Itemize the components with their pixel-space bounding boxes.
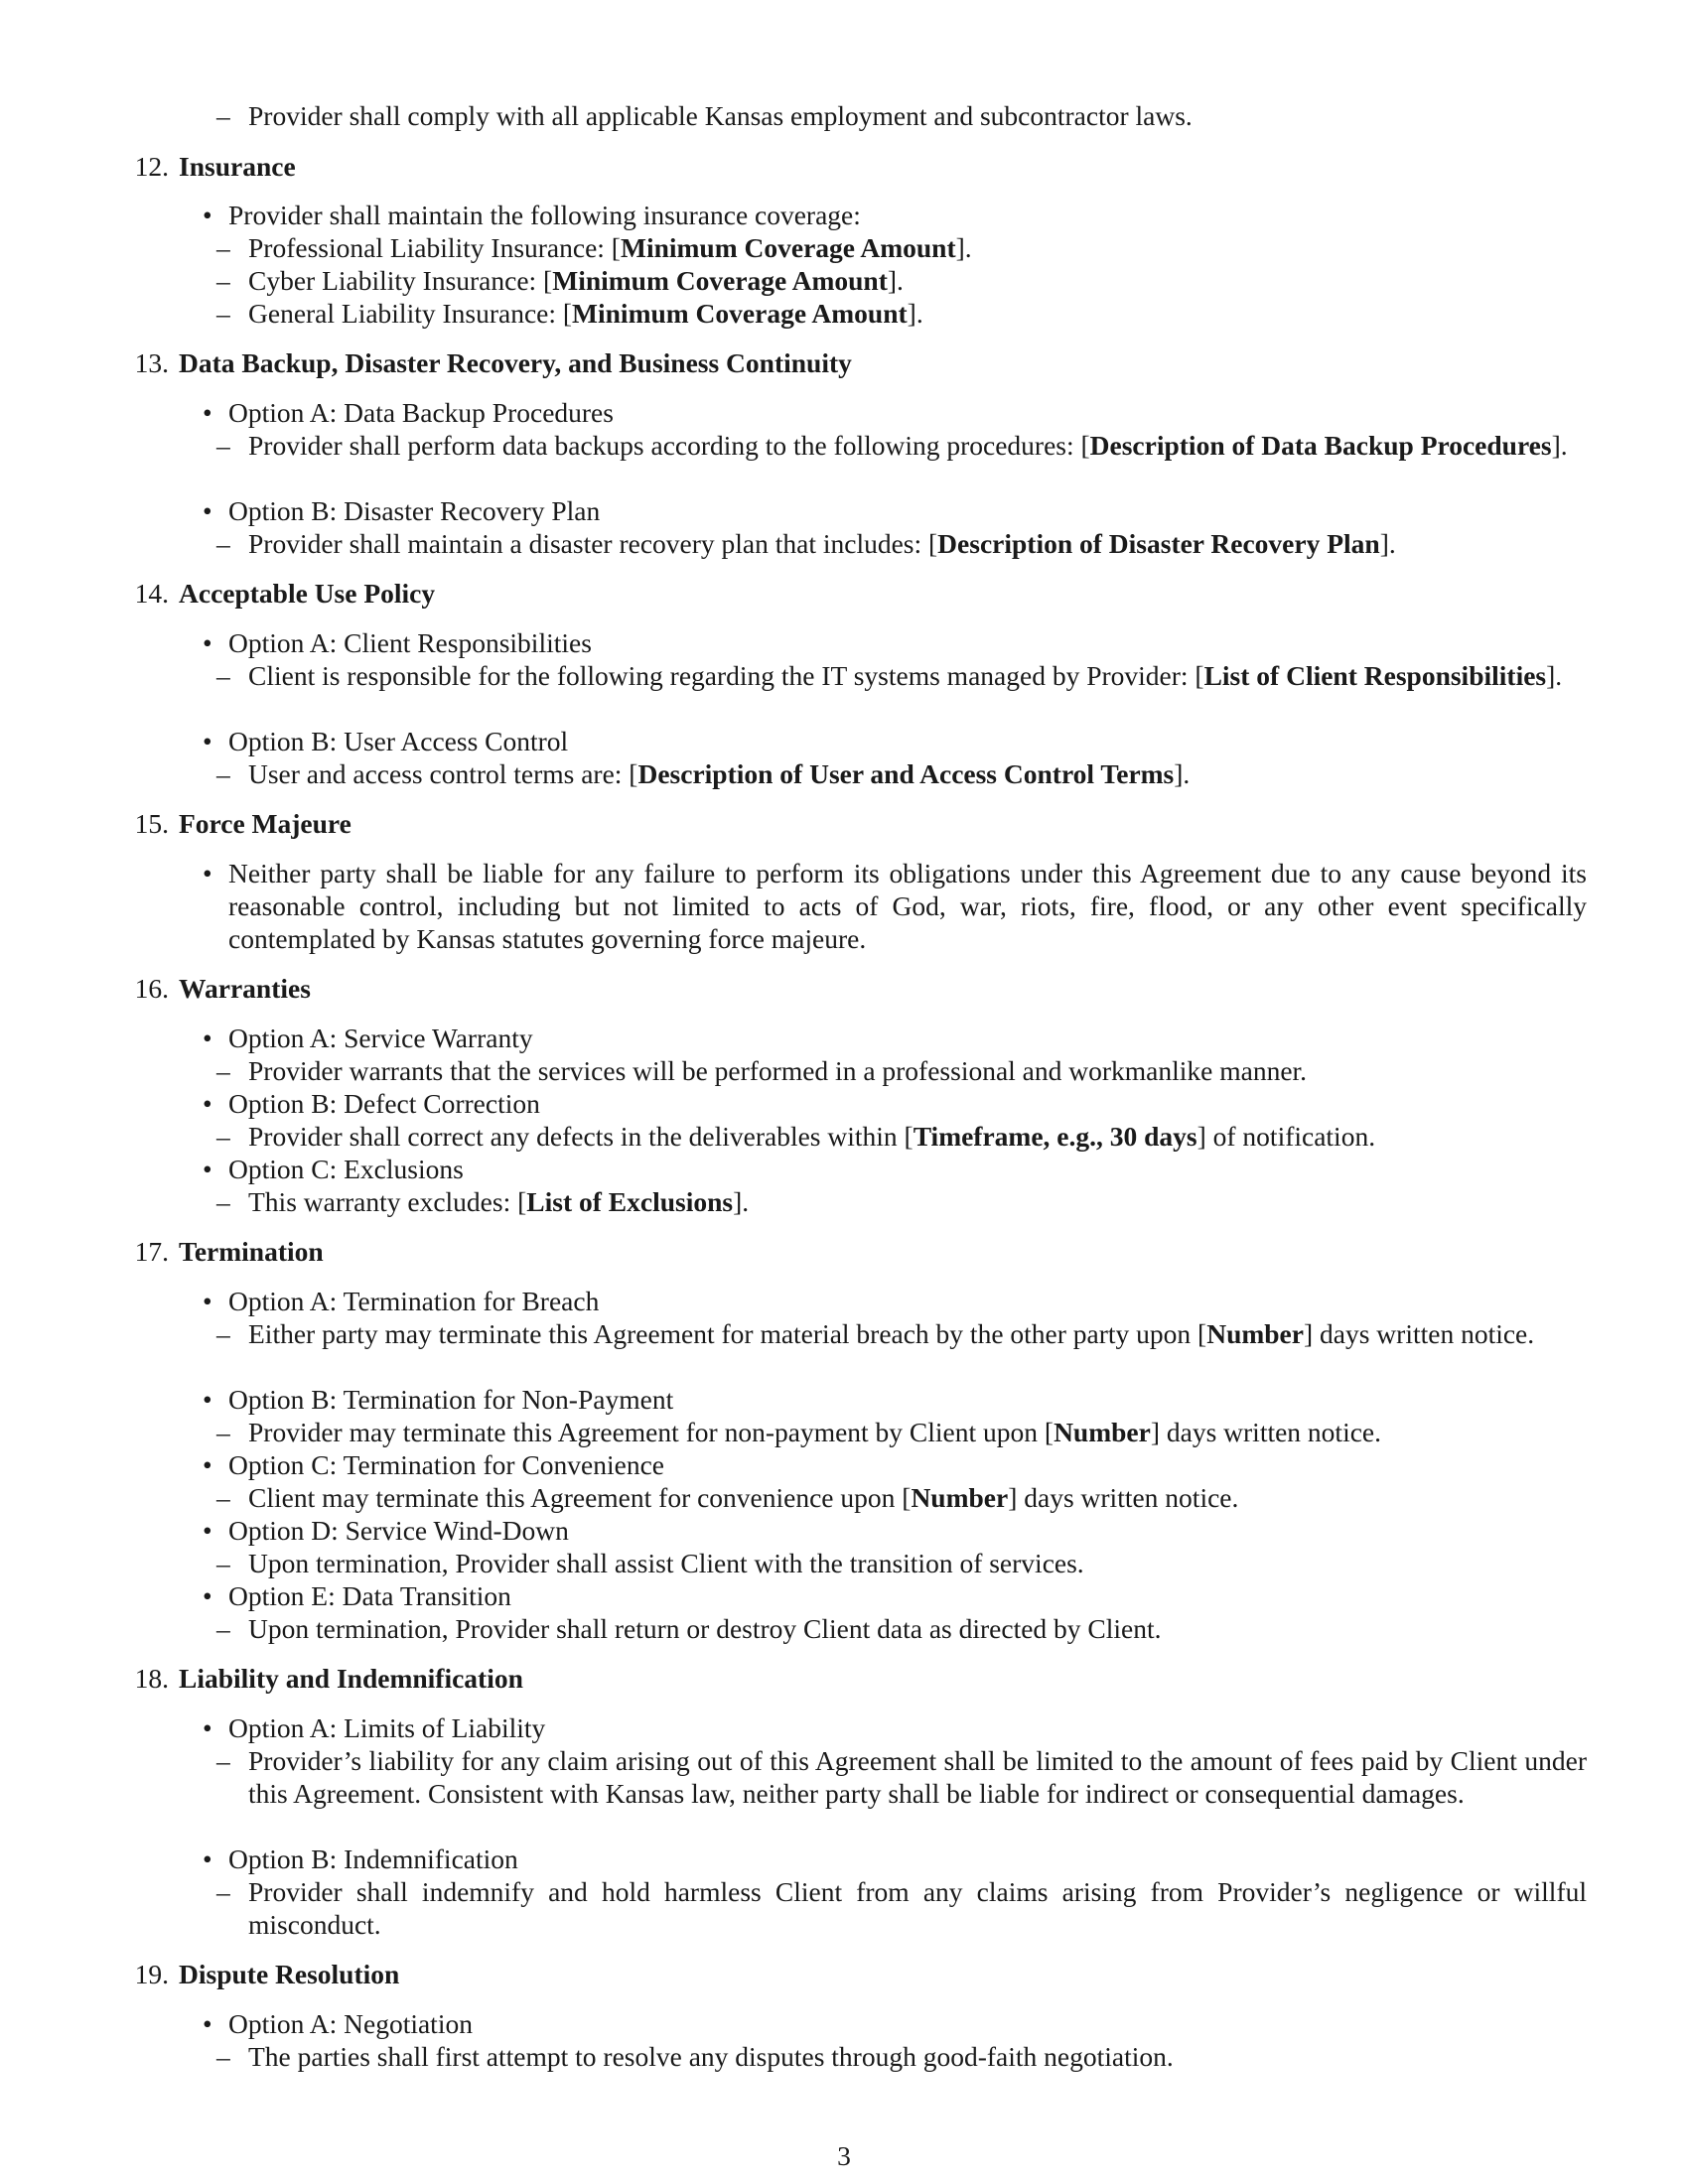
item-text: Provider shall correct any defects in the deliverables within [ bbox=[248, 1121, 914, 1152]
bullet-marker: • bbox=[203, 1088, 212, 1119]
dash-marker: – bbox=[216, 660, 230, 691]
item-text: This warranty excludes: [ bbox=[248, 1186, 527, 1217]
section-title: Dispute Resolution bbox=[179, 1959, 400, 1989]
section-number: 16. bbox=[134, 973, 169, 1004]
item-text: ] days written notice. bbox=[1303, 1318, 1535, 1349]
item-text: Provider’s liability for any claim arising out of this Agreement shall be limited to the amount of fees paid by Client under this Agreement. Consistent with Kansas law, neither party shall be liable for indirect or consequential damages. bbox=[248, 1745, 1587, 1809]
bullet-marker: • bbox=[203, 858, 212, 888]
dash-item bbox=[216, 1416, 1587, 1448]
item-text: Option B: Termination for Non-Payment bbox=[228, 1384, 674, 1415]
dash-marker: – bbox=[216, 1055, 230, 1086]
section-number: 12. bbox=[134, 151, 169, 182]
dash-marker: – bbox=[216, 100, 230, 131]
item-text: ]. bbox=[887, 265, 904, 296]
section-number: 13. bbox=[134, 347, 169, 378]
bullet-item bbox=[203, 1383, 1587, 1416]
dash-item bbox=[216, 1120, 1587, 1153]
dash-item bbox=[216, 1744, 1587, 1810]
bullet-item bbox=[203, 1843, 1587, 1875]
item-text: ]. bbox=[1379, 528, 1396, 559]
dash-item bbox=[216, 297, 1587, 330]
bullet-marker: • bbox=[203, 1515, 212, 1546]
section-heading-15 bbox=[117, 807, 352, 840]
placeholder-field: Number bbox=[911, 1482, 1009, 1513]
item-text: Option A: Service Warranty bbox=[228, 1023, 533, 1053]
dash-item bbox=[216, 1875, 1587, 1941]
dash-marker: – bbox=[216, 2041, 230, 2072]
bullet-marker: • bbox=[203, 1286, 212, 1316]
dash-marker: – bbox=[216, 232, 230, 263]
dash-marker: – bbox=[216, 298, 230, 329]
bullet-marker: • bbox=[203, 200, 212, 230]
dash-marker: – bbox=[216, 1745, 230, 1776]
item-text: Option B: Defect Correction bbox=[228, 1088, 540, 1119]
item-text: ]. bbox=[1546, 660, 1563, 691]
section-title: Liability and Indemnification bbox=[179, 1663, 523, 1694]
item-text: Option B: Disaster Recovery Plan bbox=[228, 495, 601, 526]
bullet-marker: • bbox=[203, 1023, 212, 1053]
item-text: Provider shall perform data backups according to the following procedures: [ bbox=[248, 430, 1090, 461]
dash-item bbox=[216, 1185, 1587, 1218]
section-number: 15. bbox=[134, 808, 169, 839]
item-text: Provider shall indemnify and hold harmless Client from any claims arising from Provider’s negligence or willful misconduct. bbox=[248, 1876, 1587, 1940]
placeholder-field: Timeframe, e.g., 30 days bbox=[913, 1121, 1197, 1152]
item-text: Option B: User Access Control bbox=[228, 726, 569, 756]
dash-item bbox=[216, 1547, 1587, 1579]
bullet-item bbox=[203, 1711, 1587, 1744]
item-text: Provider warrants that the services will be performed in a professional and workmanlike manner. bbox=[248, 1055, 1308, 1086]
item-text: ] days written notice. bbox=[1150, 1417, 1381, 1447]
section-number: 18. bbox=[134, 1663, 169, 1694]
bullet-marker: • bbox=[203, 495, 212, 526]
item-text: General Liability Insurance: [ bbox=[248, 298, 573, 329]
bullet-marker: • bbox=[203, 726, 212, 756]
placeholder-field: Description of Disaster Recovery Plan bbox=[937, 528, 1380, 559]
dash-item bbox=[216, 1317, 1587, 1350]
dash-marker: – bbox=[216, 1121, 230, 1152]
section-heading-12 bbox=[117, 150, 296, 183]
dash-marker: – bbox=[216, 1186, 230, 1217]
item-text: Option A: Client Responsibilities bbox=[228, 627, 592, 658]
item-text: Option C: Exclusions bbox=[228, 1154, 464, 1184]
dash-marker: – bbox=[216, 1876, 230, 1907]
item-text: Provider may terminate this Agreement for non-payment by Client upon [ bbox=[248, 1417, 1055, 1447]
dash-item bbox=[216, 1054, 1587, 1087]
item-text: ] days written notice. bbox=[1008, 1482, 1239, 1513]
bullet-item bbox=[203, 1579, 1587, 1612]
bullet-marker: • bbox=[203, 2008, 212, 2039]
bullet-item bbox=[203, 2007, 1587, 2040]
item-text: Option E: Data Transition bbox=[228, 1580, 511, 1611]
section-title: Insurance bbox=[179, 151, 296, 182]
item-text: Option B: Indemnification bbox=[228, 1843, 518, 1874]
dash-marker: – bbox=[216, 1318, 230, 1349]
item-text: ]. bbox=[955, 232, 972, 263]
bullet-item bbox=[203, 725, 1587, 757]
section-title: Warranties bbox=[179, 973, 311, 1004]
section-title: Termination bbox=[179, 1236, 324, 1267]
item-text: Client is responsible for the following regarding the IT systems managed by Provider: [ bbox=[248, 660, 1204, 691]
placeholder-field: Minimum Coverage Amount bbox=[572, 298, 908, 329]
section-heading-19 bbox=[117, 1958, 399, 1990]
bullet-marker: • bbox=[203, 397, 212, 428]
bullet-item bbox=[203, 1514, 1587, 1547]
dash-item bbox=[216, 264, 1587, 297]
bullet-marker: • bbox=[203, 1843, 212, 1874]
dash-marker: – bbox=[216, 1548, 230, 1578]
item-text: Professional Liability Insurance: [ bbox=[248, 232, 621, 263]
bullet-item bbox=[203, 1285, 1587, 1317]
bullet-item bbox=[203, 396, 1587, 429]
section-number: 14. bbox=[134, 578, 169, 609]
dash-item bbox=[216, 757, 1587, 790]
item-text: Neither party shall be liable for any failure to perform its obligations under this Agreement due to any cause beyond its reasonable control, including but not limited to acts of God, war, riots, fire, flood, or any other event specifically contemplated by Kansas statutes governing force majeure. bbox=[228, 858, 1587, 954]
bullet-item bbox=[203, 1153, 1587, 1185]
dash-item bbox=[216, 2040, 1587, 2073]
dash-marker: – bbox=[216, 265, 230, 296]
placeholder-field: Number bbox=[1054, 1417, 1151, 1447]
item-text: ]. bbox=[1551, 430, 1568, 461]
placeholder-field: Minimum Coverage Amount bbox=[552, 265, 888, 296]
item-text: Option C: Termination for Convenience bbox=[228, 1449, 665, 1480]
item-text: Cyber Liability Insurance: [ bbox=[248, 265, 553, 296]
item-text: Option A: Termination for Breach bbox=[228, 1286, 600, 1316]
placeholder-field: Description of Data Backup Procedures bbox=[1089, 430, 1552, 461]
section-number: 19. bbox=[134, 1959, 169, 1989]
page-number: 3 bbox=[837, 2140, 851, 2171]
bullet-item bbox=[203, 1448, 1587, 1481]
dash-marker: – bbox=[216, 1417, 230, 1447]
item-text: Provider shall maintain a disaster recovery plan that includes: [ bbox=[248, 528, 938, 559]
placeholder-field: Description of User and Access Control Terms bbox=[637, 758, 1175, 789]
bullet-marker: • bbox=[203, 1580, 212, 1611]
bullet-marker: • bbox=[203, 627, 212, 658]
section-title: Data Backup, Disaster Recovery, and Business Continuity bbox=[179, 347, 852, 378]
dash-marker: – bbox=[216, 758, 230, 789]
item-text: Upon termination, Provider shall return or destroy Client data as directed by Client. bbox=[248, 1613, 1162, 1644]
dash-marker: – bbox=[216, 1613, 230, 1644]
dash-marker: – bbox=[216, 528, 230, 559]
item-text: User and access control terms are: [ bbox=[248, 758, 638, 789]
bullet-item bbox=[203, 1087, 1587, 1120]
item-text: Provider shall comply with all applicable Kansas employment and subcontractor laws. bbox=[248, 100, 1193, 131]
item-text: ]. bbox=[733, 1186, 750, 1217]
bullet-item bbox=[203, 626, 1587, 659]
placeholder-field: List of Exclusions bbox=[526, 1186, 734, 1217]
item-text: Option D: Service Wind-Down bbox=[228, 1515, 569, 1546]
item-text: Client may terminate this Agreement for convenience upon [ bbox=[248, 1482, 912, 1513]
section-title: Force Majeure bbox=[179, 808, 352, 839]
section-title: Acceptable Use Policy bbox=[179, 578, 436, 609]
item-text: Either party may terminate this Agreement for material breach by the other party upon [ bbox=[248, 1318, 1207, 1349]
dash-item bbox=[216, 99, 1587, 132]
item-text: Provider shall maintain the following insurance coverage: bbox=[228, 200, 861, 230]
bullet-marker: • bbox=[203, 1449, 212, 1480]
bullet-item bbox=[203, 199, 1587, 231]
item-text: Upon termination, Provider shall assist Client with the transition of services. bbox=[248, 1548, 1084, 1578]
section-heading-18 bbox=[117, 1662, 523, 1695]
dash-item bbox=[216, 429, 1587, 462]
section-heading-13 bbox=[117, 346, 852, 379]
dash-item bbox=[216, 1612, 1587, 1645]
section-heading-17 bbox=[117, 1235, 324, 1268]
dash-item bbox=[216, 527, 1587, 560]
dash-marker: – bbox=[216, 430, 230, 461]
item-text: The parties shall first attempt to resolve any disputes through good-faith negotiation. bbox=[248, 2041, 1174, 2072]
bullet-marker: • bbox=[203, 1384, 212, 1415]
dash-item bbox=[216, 231, 1587, 264]
bullet-item bbox=[203, 857, 1587, 955]
section-heading-16 bbox=[117, 972, 311, 1005]
placeholder-field: Number bbox=[1206, 1318, 1304, 1349]
dash-item bbox=[216, 659, 1587, 692]
bullet-item bbox=[203, 1022, 1587, 1054]
item-text: Option A: Negotiation bbox=[228, 2008, 473, 2039]
item-text: ] of notification. bbox=[1196, 1121, 1376, 1152]
bullet-item bbox=[203, 494, 1587, 527]
bullet-marker: • bbox=[203, 1154, 212, 1184]
bullet-marker: • bbox=[203, 1712, 212, 1743]
section-number: 17. bbox=[134, 1236, 169, 1267]
placeholder-field: Minimum Coverage Amount bbox=[620, 232, 956, 263]
item-text: ]. bbox=[1174, 758, 1191, 789]
placeholder-field: List of Client Responsibilities bbox=[1203, 660, 1547, 691]
dash-item bbox=[216, 1481, 1587, 1514]
item-text: Option A: Data Backup Procedures bbox=[228, 397, 614, 428]
item-text: ]. bbox=[907, 298, 923, 329]
dash-marker: – bbox=[216, 1482, 230, 1513]
item-text: Option A: Limits of Liability bbox=[228, 1712, 546, 1743]
section-heading-14 bbox=[117, 577, 435, 610]
